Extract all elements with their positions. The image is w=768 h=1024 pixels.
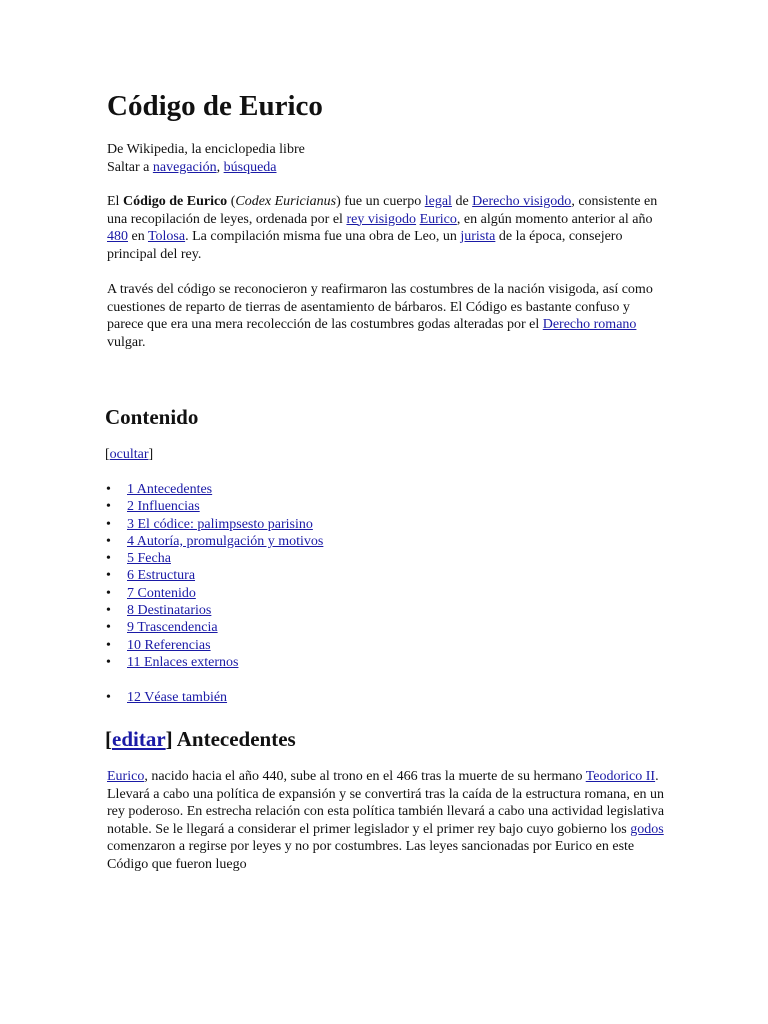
link-godos[interactable]: godos [630, 821, 664, 837]
bullet-icon: • [106, 690, 111, 705]
link-eurico[interactable]: Eurico [419, 211, 457, 227]
toc-item [106, 585, 323, 602]
bullet-icon: • [106, 516, 111, 532]
toc-item [106, 567, 323, 584]
link-derecho-romano[interactable]: Derecho romano [542, 317, 637, 332]
toc-item [106, 498, 323, 515]
link-rey-visigodo[interactable]: rey visigodo [346, 211, 417, 227]
toc-toggle: [ocultar] [105, 447, 154, 462]
link-tolosa[interactable]: Tolosa [147, 229, 186, 244]
article-subject: Código de Eurico [122, 194, 228, 209]
page-title: Código de Eurico [107, 90, 323, 122]
link-eurico-2[interactable]: Eurico [107, 769, 145, 784]
bullet-icon: • [106, 551, 111, 567]
toc-item [106, 481, 323, 498]
toc-link-antecedentes[interactable]: 1 Antecedentes [127, 482, 213, 497]
bullet-icon: • [106, 620, 111, 636]
toc-item [106, 550, 323, 567]
link-480[interactable]: 480 [107, 229, 128, 244]
second-paragraph: A través del código se reconocieron y reafirmaron las costumbres de la nación visigoda, así como cuestiones de reparto de tierras de asentamiento de bárbaros. El Código es bastante confuso y parece que era una mera recolección de las costumbres godas alteradas por el Derecho romano vulgar. [107, 282, 653, 350]
toc-item [106, 654, 323, 671]
source-line: De Wikipedia, la enciclopedia libre [107, 142, 305, 157]
jump-line: Saltar a navegación, búsqueda [107, 159, 277, 175]
toc-link-enlaces[interactable]: 11 Enlaces externos [127, 654, 239, 670]
toc-link-influencias[interactable]: 2 Influencias [127, 499, 200, 515]
link-jurista[interactable]: jurista [460, 229, 496, 244]
bullet-icon: • [106, 482, 111, 497]
toc-link-estructura[interactable]: 6 Estructura [127, 568, 196, 584]
search-link[interactable]: búsqueda [223, 159, 277, 175]
bullet-icon: • [106, 585, 111, 601]
article-subtitle [107, 141, 667, 176]
toc-item [106, 689, 228, 706]
link-legal[interactable]: legal [424, 194, 452, 209]
antecedentes-paragraph: Eurico, nacido hacia el año 440, sube al trono en el 466 tras la muerte de su hermano Teodorico II. Llevará a cabo una política de expansión y se convertirá tras la caída de la estructura romana, en un rey poderoso. En estrecha relación con esta política también llevará a cabo una actividad legislativa notable. Se le llegará a considerar el primer legislador y el primer rey bajo cuyo gobierno los godos comenzaron a regirse por leyes y no por costumbres. Las leyes sancionadas por Eurico en este Código que fueron luego [107, 769, 665, 872]
toc-link-autoria[interactable]: 4 Autoría, promulgación y motivos [127, 533, 324, 549]
toc-link-destinatarios[interactable]: 8 Destinatarios [127, 603, 212, 619]
toc-link-contenido[interactable]: 7 Contenido [127, 585, 196, 601]
latin-name: Codex Euricianus [235, 194, 337, 209]
toc-link-codice[interactable]: 3 El códice: palimpsesto parisino [127, 516, 313, 532]
intro-paragraph: El Código de Eurico (Codex Euricianus) fue un cuerpo legal de Derecho visigodo, consistente en una recopilación de leyes, ordenada por el rey visigodo Eurico, en algún momento anterior al año 480 en Tolosa. La compilación misma fue una obra de Leo, un jurista de la época, consejero principal del rey. [107, 194, 658, 262]
toc-list [106, 481, 324, 671]
bullet-icon: • [106, 637, 111, 653]
toc-item [106, 637, 323, 654]
edit-link[interactable]: editar [112, 727, 166, 751]
bullet-icon: • [106, 603, 111, 619]
bullet-icon: • [106, 568, 111, 584]
toc-link-trascendencia[interactable]: 9 Trascendencia [127, 620, 218, 636]
toc-link-vease[interactable]: 12 Véase también [127, 690, 228, 705]
toc-title: Contenido [105, 405, 199, 429]
link-derecho-visigodo[interactable]: Derecho visigodo [472, 194, 572, 209]
toc-link-fecha[interactable]: 5 Fecha [127, 551, 171, 567]
link-teodorico[interactable]: Teodorico II [585, 769, 656, 784]
bullet-icon: • [106, 499, 111, 515]
bullet-icon: • [106, 533, 111, 549]
toc-link-referencias[interactable]: 10 Referencias [127, 637, 211, 653]
toc-item [106, 533, 324, 550]
bullet-icon: • [106, 654, 111, 670]
navigation-link[interactable]: navegación [152, 159, 217, 175]
toc-item [106, 516, 323, 533]
toc-item [106, 602, 323, 619]
toc-item [106, 619, 323, 636]
toc-list-extra [106, 689, 228, 706]
toc-hide-link[interactable]: ocultar [109, 447, 149, 462]
section-heading-antecedentes: [editar] Antecedentes [105, 727, 296, 751]
